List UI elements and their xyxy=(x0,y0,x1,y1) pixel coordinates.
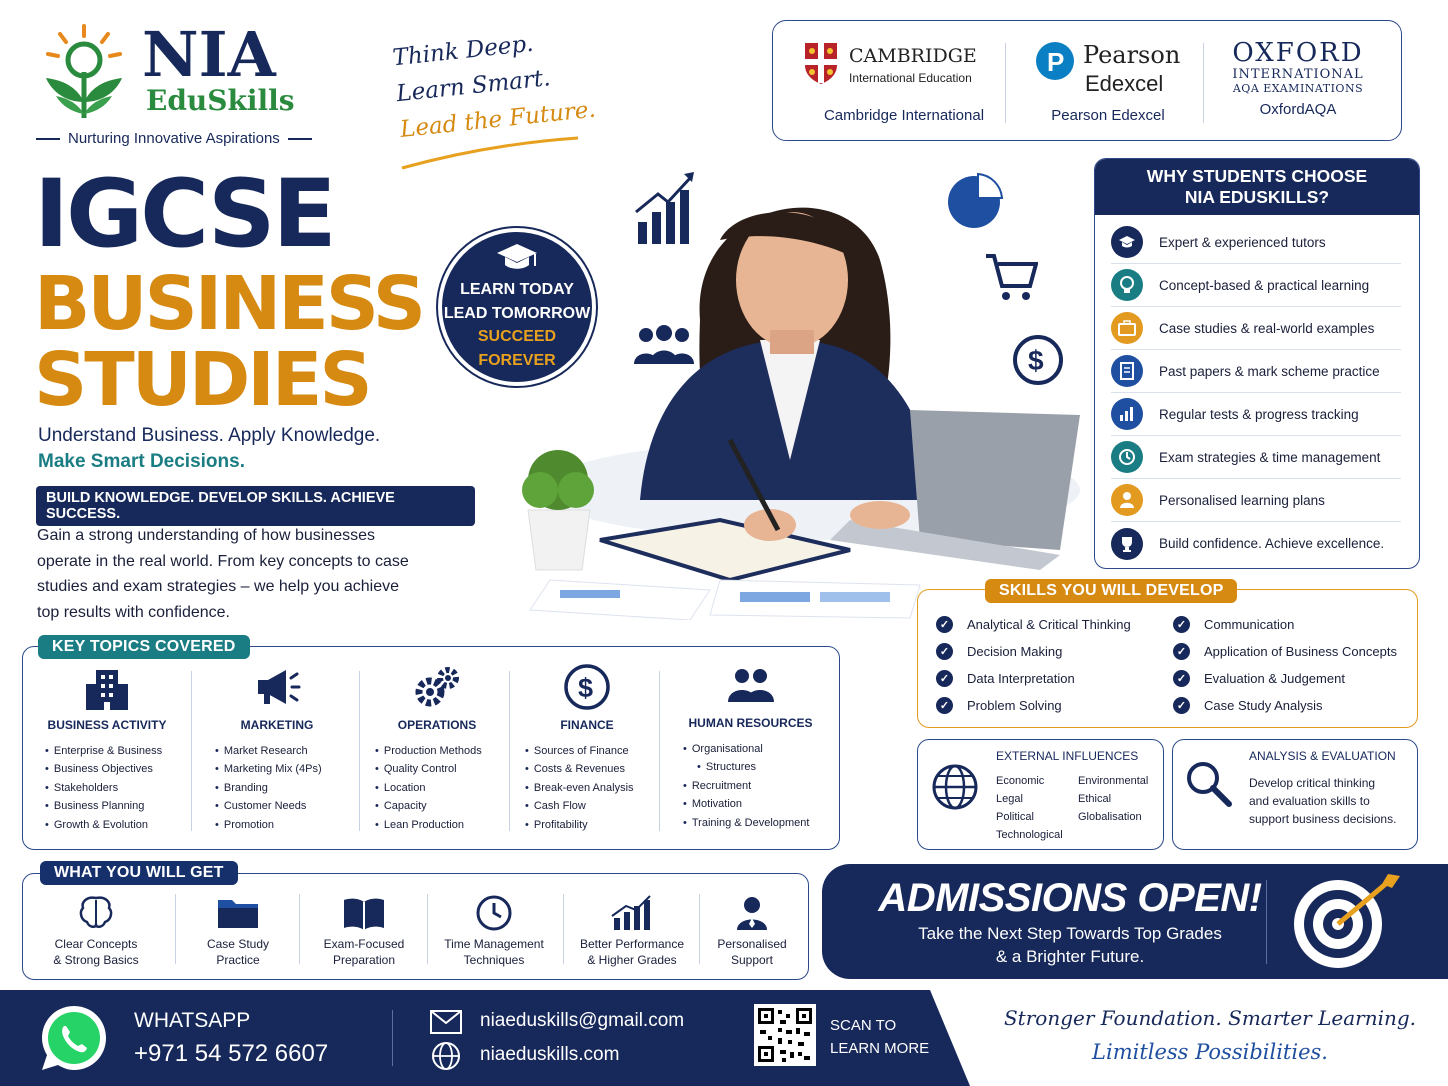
board-name: Cambridge International xyxy=(823,107,985,124)
why-item: Personalised learning plans xyxy=(1111,479,1401,522)
divider xyxy=(191,671,192,831)
why-item: Exam strategies & time management xyxy=(1111,436,1401,479)
admissions-title: ADMISSIONS OPEN! xyxy=(878,876,1262,920)
topics-panel xyxy=(22,646,840,850)
topic-human-resources: HUMAN RESOURCES • Organisational • Structures • Recruitment • Motivation • Training & Development xyxy=(663,662,838,832)
benefits-title: WHAT YOU WILL GET xyxy=(40,861,238,885)
footer: WHATSAPP +971 54 572 6607 niaeduskills@gmail.com niaeduskills.com SCAN TO LEARN MORE Stronger Foundation. Smarter Learning. Limitless Possibilities. xyxy=(0,990,1448,1086)
hero-banner: BUILD KNOWLEDGE. DEVELOP SKILLS. ACHIEVE SUCCESS. xyxy=(36,486,475,526)
clock-icon xyxy=(475,894,513,932)
magnifier-icon xyxy=(1183,758,1233,808)
hero-title-3: STUDIES xyxy=(34,337,370,423)
why-item: Concept-based & practical learning xyxy=(1111,264,1401,307)
skill-item: ✓ Case Study Analysis xyxy=(1173,697,1323,714)
admissions-banner[interactable]: ADMISSIONS OPEN! Take the Next Step Towards Top Grades & a Brighter Future. xyxy=(822,864,1448,979)
board-name: Pearson Edexcel xyxy=(1051,107,1165,124)
phone-number[interactable]: +971 54 572 6607 xyxy=(134,1040,329,1067)
external-title: EXTERNAL INFLUENCES xyxy=(996,749,1139,763)
skill-item: ✓ Application of Business Concepts xyxy=(1173,643,1397,660)
exam-boards-panel: CAMBRIDGE International Education Cambridge International P Pearson Edexcel Pearson Edexcel OXFORD INTERNATIONAL AQA EXAMINATIONS OxfordAQA xyxy=(772,20,1402,141)
building-icon xyxy=(82,662,132,712)
board-oxford: OXFORD INTERNATIONAL AQA EXAMINATIONS OxfordAQA xyxy=(1213,39,1383,118)
graduation-cap-icon xyxy=(1118,235,1136,249)
gears-icon xyxy=(412,662,462,712)
why-item: Build confidence. Achieve excellence. xyxy=(1111,522,1401,565)
board-name: OxfordAQA xyxy=(1259,101,1337,118)
skill-item: ✓ Communication xyxy=(1173,616,1294,633)
target-icon xyxy=(1292,872,1402,972)
brand-sub: EduSkills xyxy=(146,84,295,117)
benefit-item: Exam-Focused Preparation xyxy=(299,894,429,968)
topic-business-activity: BUSINESS ACTIVITY • Enterprise & Business • Business Objectives • Stakeholders • Business Planning • Growth & Evolution xyxy=(23,662,191,834)
divider xyxy=(1266,880,1267,964)
cambridge-shield-icon xyxy=(803,41,839,85)
qr-code-icon xyxy=(758,1008,812,1062)
divider xyxy=(1005,43,1006,123)
growth-chart-icon xyxy=(610,894,654,932)
brain-icon xyxy=(77,894,115,932)
hero-subtitle-2: Make Smart Decisions. xyxy=(38,451,245,472)
website-link[interactable]: niaeduskills.com xyxy=(480,1044,620,1065)
whatsapp-icon xyxy=(38,1002,110,1074)
skill-item: ✓ Data Interpretation xyxy=(936,670,1075,687)
email-icon xyxy=(430,1010,462,1034)
why-choose-panel xyxy=(1094,158,1420,569)
why-item: Case studies & real-world examples xyxy=(1111,307,1401,350)
megaphone-icon xyxy=(252,662,302,712)
trophy-icon xyxy=(1118,535,1136,553)
divider xyxy=(659,671,660,831)
benefit-item: Time Management Techniques xyxy=(429,894,559,968)
why-item: Expert & experienced tutors xyxy=(1111,221,1401,264)
analysis-title: ANALYSIS & EVALUATION xyxy=(1249,749,1396,763)
email-link[interactable]: niaeduskills@gmail.com xyxy=(480,1010,685,1031)
bar-chart-icon xyxy=(1119,406,1135,422)
analysis-panel: ANALYSIS & EVALUATION Develop critical thinking and evaluation skills to support business decisions. xyxy=(1172,739,1418,850)
svg-text:$: $ xyxy=(578,673,594,703)
skill-item: ✓ Evaluation & Judgement xyxy=(1173,670,1345,687)
globe-icon xyxy=(431,1041,461,1071)
people-icon xyxy=(726,662,776,712)
skill-item: ✓ Decision Making xyxy=(936,643,1062,660)
whatsapp-contact[interactable]: WHATSAPP +971 54 572 6607 xyxy=(38,1002,358,1074)
benefit-item: Personalised Support xyxy=(687,894,817,968)
skills-title: SKILLS YOU WILL DEVELOP xyxy=(985,579,1237,603)
brand-tagline: Nurturing Innovative Aspirations xyxy=(36,130,336,147)
closing-line-2: Limitless Possibilities. xyxy=(1092,1040,1328,1064)
hero-subtitle-1: Understand Business. Apply Knowledge. xyxy=(38,425,381,446)
brand-name: NIA xyxy=(142,18,276,91)
slogan-line-3: Lead the Future. xyxy=(398,96,597,143)
motto-badge: LEARN TODAY LEAD TOMORROW SUCCEED FOREVER xyxy=(438,228,596,386)
benefit-item: Clear Concepts & Strong Basics xyxy=(31,894,161,968)
person-icon xyxy=(1119,491,1135,509)
topic-marketing: MARKETING • Market Research • Marketing Mix (4Ps) • Branding • Customer Needs • Promotion xyxy=(193,662,361,834)
divider xyxy=(563,894,564,964)
benefits-panel xyxy=(22,873,809,980)
folder-icon xyxy=(216,894,260,932)
lightbulb-plant-icon xyxy=(36,22,132,126)
briefcase-icon xyxy=(1118,320,1136,336)
support-person-icon xyxy=(733,894,771,932)
hero-title-1: IGCSE xyxy=(34,160,334,269)
hero-description: Gain a strong understanding of how businesses operate in the real world. From key concepts to case studies and exam strategies – we help you achieve top results with confidence. xyxy=(37,527,409,621)
divider xyxy=(392,1010,393,1066)
why-item: Past papers & mark scheme practice xyxy=(1111,350,1401,393)
divider xyxy=(427,894,428,964)
clock-icon xyxy=(1118,448,1136,466)
topic-finance: $ FINANCE • Sources of Finance • Costs & Revenues • Break-even Analysis • Cash Flow • Profitability xyxy=(503,662,671,834)
slogan-line-2: Learn Smart. xyxy=(395,65,552,108)
lightbulb-icon xyxy=(1119,276,1135,294)
skill-item: ✓ Analytical & Critical Thinking xyxy=(936,616,1131,633)
closing-line-1: Stronger Foundation. Smarter Learning. xyxy=(1003,1006,1417,1030)
why-header: WHY STUDENTS CHOOSE NIA EDUSKILLS? xyxy=(1095,159,1419,215)
slogan-line-1: Think Deep. xyxy=(391,30,535,72)
skill-item: ✓ Problem Solving xyxy=(936,697,1062,714)
document-icon xyxy=(1120,362,1134,380)
divider xyxy=(1203,43,1204,123)
student-illustration xyxy=(520,160,1100,620)
svg-text:$: $ xyxy=(1028,345,1044,376)
benefit-item: Better Performance & Higher Grades xyxy=(567,894,697,968)
benefit-item: Case Study Practice xyxy=(173,894,303,968)
slogan xyxy=(391,20,598,148)
qr-code[interactable] xyxy=(754,1004,816,1066)
brand-logo xyxy=(36,18,336,152)
book-icon xyxy=(342,894,386,932)
topics-title: KEY TOPICS COVERED xyxy=(38,635,250,659)
svg-text:P: P xyxy=(1047,47,1065,77)
why-item: Regular tests & progress tracking xyxy=(1111,393,1401,436)
hero-title-2: BUSINESS xyxy=(34,261,424,347)
skills-panel xyxy=(917,589,1418,728)
external-influences-panel: EXTERNAL INFLUENCES Economic Legal Political Technological Environmental Ethical Globalisation xyxy=(917,739,1164,850)
pearson-logo-icon xyxy=(1035,41,1075,81)
topic-operations: OPERATIONS • Production Methods • Quality Control • Location • Capacity • Lean Production xyxy=(353,662,521,834)
dollar-coin-icon xyxy=(562,662,612,712)
globe-icon xyxy=(930,762,980,812)
